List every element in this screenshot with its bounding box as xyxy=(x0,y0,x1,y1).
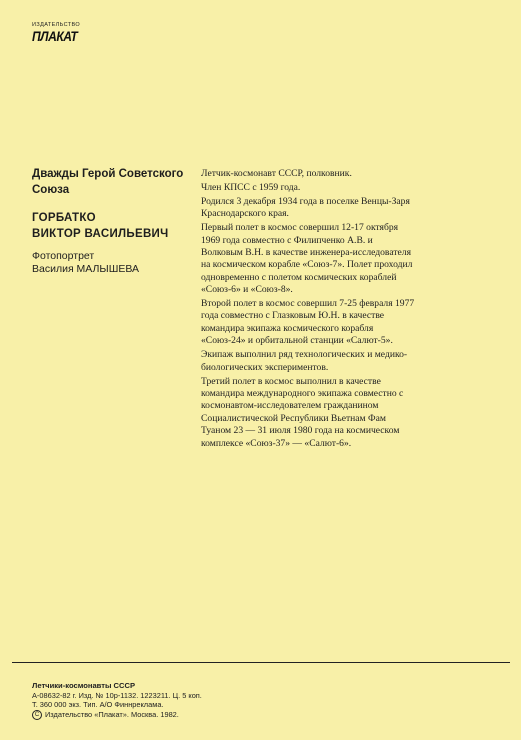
photographer: Василия МАЛЫШЕВА xyxy=(32,263,140,275)
divider xyxy=(12,662,510,663)
copyright-icon: С xyxy=(32,710,42,720)
publisher-name: ПЛАКАТ xyxy=(32,28,78,44)
imprint-line: Т. 360 000 экз. Тип. А/О Финнреклама. xyxy=(32,700,164,710)
bio-paragraph: Летчик-космонавт СССР, полковник. xyxy=(201,168,352,179)
imprint-line: А-08632-82 г. Изд. № 10р-1132. 1223211. Ц. 5 коп. xyxy=(32,690,202,700)
bio-paragraph: Родился 3 декабря 1934 года в поселке Венцы-Заря Краснодарского края. xyxy=(201,195,410,220)
bio-paragraph: Первый полет в космос совершил 12-17 октября 1969 года совместно с Филипченко А.В. и Волковым В.Н. в качестве инженера-исследователя на космическом корабле «Союз-7». Полет проходил одновременно с полетом космических кораблей «Союз-6» и «Союз-8». xyxy=(201,222,413,296)
publisher-logo xyxy=(32,22,92,43)
publisher-credit: Издательство «Плакат». Москва. 1982. xyxy=(45,709,179,719)
bio-paragraph: Член КПСС с 1959 года. xyxy=(201,181,301,193)
publisher-label: ИЗДАТЕЛЬСТВО xyxy=(32,22,81,28)
bio-paragraph: Второй полет в космос совершил 7-25 февраля 1977 года совместно с Глазковым Ю.Н. в качестве командира экипажа космического корабля «Союз-24» и орбитальной станции «Салют-5». xyxy=(201,298,415,347)
subtitle: Дважды Герой Советского Союза xyxy=(32,168,184,196)
hero-name xyxy=(32,210,192,242)
bio-paragraph: Экипаж выполнил ряд технологических и медико-биологических экспериментов. xyxy=(201,349,408,373)
biography xyxy=(201,168,416,451)
bio-paragraph: Третий полет в космос выполнил в качестве командира международного экипажа совместно с космонавтом-исследователем гражданином Социалистической Республики Вьетнам Фам Туаном 23 — 31 июля 1980 года на космическом комплексе «Союз-37» — «Салют-6». xyxy=(201,375,404,449)
photo-credit-label: Фотопортрет xyxy=(32,250,95,262)
imprint-line xyxy=(32,710,332,720)
surname: ГОРБАТКО xyxy=(32,212,96,224)
photo-credit xyxy=(32,250,192,276)
series-title: Летчики-космонавты СССР xyxy=(32,681,136,690)
title-block xyxy=(32,166,192,276)
imprint xyxy=(32,681,332,720)
given-names: ВИКТОР ВАСИЛЬЕВИЧ xyxy=(32,228,169,240)
